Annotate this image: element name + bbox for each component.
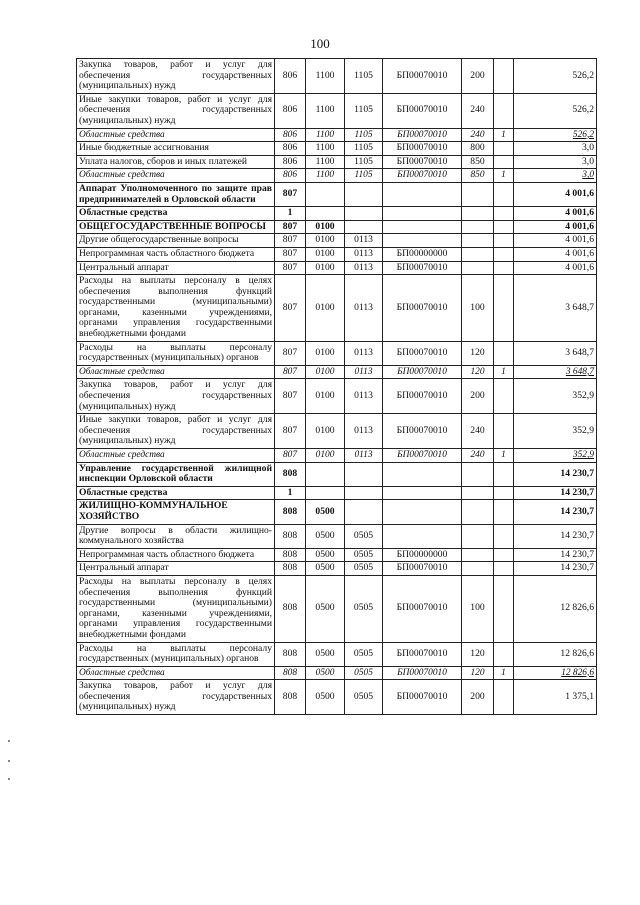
target-item-code-cell: БП00070010 [383,365,462,379]
target-item-code-cell: БП00070010 [383,449,462,463]
row-name-cell: Иные закупки товаров, работ и услуг для обеспечения государственных (муниципальных) нужд [77,414,275,449]
funding-source-cell [494,220,514,234]
table-row [77,462,597,486]
funding-source-cell [494,562,514,576]
target-item-code-cell [383,207,462,221]
department-code-cell: 807 [275,247,306,261]
scan-edge-mark [8,760,10,762]
target-item-code-cell: БП00070010 [383,275,462,342]
row-name-cell: Областные средства [77,128,275,142]
expense-type-code-cell [462,220,494,234]
section-code-cell: 0100 [306,247,345,261]
target-item-code-cell: БП00070010 [383,414,462,449]
row-name-cell: Уплата налогов, сборов и иных платежей [77,155,275,169]
subsection-code-cell: 1105 [345,128,383,142]
subsection-code-cell: 0113 [345,365,383,379]
expense-type-code-cell: 200 [462,379,494,414]
target-item-code-cell: БП00070010 [383,155,462,169]
department-code-cell: 808 [275,642,306,666]
expense-type-code-cell: 850 [462,169,494,183]
amount-cell: 1 375,1 [514,680,597,715]
subsection-code-cell: 0113 [345,414,383,449]
row-name-cell: Управление государственной жилищной инспекции Орловской области [77,462,275,486]
department-code-cell: 806 [275,128,306,142]
expense-type-code-cell: 200 [462,59,494,94]
subsection-code-cell: 0505 [345,680,383,715]
table-row [77,59,597,94]
table-row [77,341,597,365]
row-name-cell: Расходы на выплаты персоналу государственных (муниципальных) органов [77,341,275,365]
table-row [77,642,597,666]
target-item-code-cell [383,462,462,486]
funding-source-cell: 1 [494,666,514,680]
amount-cell: 12 826,6 [514,666,597,680]
target-item-code-cell: БП00070010 [383,128,462,142]
section-code-cell: 1100 [306,155,345,169]
target-item-code-cell: БП00070010 [383,93,462,128]
funding-source-cell: 1 [494,365,514,379]
expense-type-code-cell [462,524,494,548]
row-name-cell: Областные средства [77,169,275,183]
amount-cell: 526,2 [514,59,597,94]
target-item-code-cell [383,486,462,500]
target-item-code-cell: БП00070010 [383,341,462,365]
target-item-code-cell: БП00070010 [383,575,462,642]
row-name-cell: ЖИЛИЩНО-КОММУНАЛЬНОЕ ХОЗЯЙСТВО [77,500,275,524]
table-row [77,524,597,548]
target-item-code-cell [383,182,462,206]
subsection-code-cell: 1105 [345,59,383,94]
table-row [77,247,597,261]
target-item-code-cell: БП00070010 [383,59,462,94]
department-code-cell: 806 [275,155,306,169]
table-row [77,93,597,128]
department-code-cell: 808 [275,680,306,715]
amount-cell: 526,2 [514,128,597,142]
table-row [77,379,597,414]
subsection-code-cell: 0113 [345,449,383,463]
funding-source-cell [494,642,514,666]
expense-type-code-cell [462,182,494,206]
amount-cell: 3 648,7 [514,341,597,365]
funding-source-cell [494,462,514,486]
subsection-code-cell: 1105 [345,169,383,183]
amount-cell: 3,0 [514,155,597,169]
target-item-code-cell: БП00070010 [383,642,462,666]
scan-edge-mark [8,740,10,742]
row-name-cell: Закупка товаров, работ и услуг для обеспечения государственных (муниципальных) нужд [77,680,275,715]
amount-cell: 352,9 [514,379,597,414]
expense-type-code-cell [462,261,494,275]
section-code-cell: 0100 [306,341,345,365]
section-code-cell: 1100 [306,128,345,142]
funding-source-cell [494,182,514,206]
funding-source-cell [494,93,514,128]
subsection-code-cell [345,182,383,206]
target-item-code-cell [383,500,462,524]
funding-source-cell [494,341,514,365]
expense-type-code-cell [462,207,494,221]
funding-source-cell: 1 [494,169,514,183]
row-name-cell: Закупка товаров, работ и услуг для обеспечения государственных (муниципальных) нужд [77,379,275,414]
row-name-cell: Другие вопросы в области жилищно-коммунального хозяйства [77,524,275,548]
amount-cell: 352,9 [514,449,597,463]
row-name-cell: Иные закупки товаров, работ и услуг для обеспечения государственных (муниципальных) нужд [77,93,275,128]
amount-cell: 4 001,6 [514,182,597,206]
table-row [77,234,597,248]
department-code-cell: 806 [275,93,306,128]
section-code-cell: 0500 [306,548,345,562]
target-item-code-cell: БП00070010 [383,379,462,414]
subsection-code-cell: 0505 [345,548,383,562]
funding-source-cell [494,524,514,548]
funding-source-cell [494,247,514,261]
department-code-cell: 808 [275,462,306,486]
expense-type-code-cell [462,247,494,261]
table-row [77,128,597,142]
section-code-cell: 0100 [306,414,345,449]
subsection-code-cell [345,486,383,500]
section-code-cell: 0100 [306,234,345,248]
row-name-cell: Расходы на выплаты персоналу в целях обеспечения выполнения функций государственными (муниципальными) органами, казенными учреждениями, органами управления государственными внебюджетными фондами [77,275,275,342]
subsection-code-cell: 0113 [345,341,383,365]
subsection-code-cell: 0113 [345,247,383,261]
funding-source-cell [494,379,514,414]
target-item-code-cell: БП00070010 [383,562,462,576]
expense-type-code-cell: 850 [462,155,494,169]
row-name-cell: Областные средства [77,666,275,680]
funding-source-cell: 1 [494,128,514,142]
amount-cell: 14 230,7 [514,524,597,548]
amount-cell: 14 230,7 [514,548,597,562]
subsection-code-cell: 0113 [345,234,383,248]
table-row [77,680,597,715]
expense-type-code-cell: 800 [462,142,494,156]
amount-cell: 4 001,6 [514,207,597,221]
section-code-cell: 0500 [306,642,345,666]
expense-type-code-cell: 240 [462,449,494,463]
subsection-code-cell: 0113 [345,261,383,275]
table-row [77,486,597,500]
subsection-code-cell: 1105 [345,93,383,128]
funding-source-cell [494,414,514,449]
subsection-code-cell [345,500,383,524]
page-number: 100 [310,36,330,51]
department-code-cell: 808 [275,575,306,642]
department-code-cell: 807 [275,220,306,234]
target-item-code-cell: БП00070010 [383,261,462,275]
department-code-cell: 807 [275,234,306,248]
row-name-cell: Непрограммная часть областного бюджета [77,548,275,562]
amount-cell: 4 001,6 [514,247,597,261]
department-code-cell: 808 [275,666,306,680]
department-code-cell: 808 [275,562,306,576]
amount-cell: 14 230,7 [514,562,597,576]
row-name-cell: Закупка товаров, работ и услуг для обеспечения государственных (муниципальных) нужд [77,59,275,94]
row-name-cell: Областные средства [77,449,275,463]
target-item-code-cell [383,220,462,234]
expense-type-code-cell [462,500,494,524]
subsection-code-cell: 0113 [345,379,383,414]
subsection-code-cell: 0505 [345,575,383,642]
amount-cell: 3,0 [514,142,597,156]
amount-cell: 4 001,6 [514,261,597,275]
subsection-code-cell [345,207,383,221]
row-name-cell: Центральный аппарат [77,562,275,576]
funding-source-cell [494,275,514,342]
subsection-code-cell: 1105 [345,142,383,156]
row-name-cell: Центральный аппарат [77,261,275,275]
expense-type-code-cell: 120 [462,365,494,379]
section-code-cell [306,462,345,486]
department-code-cell: 1 [275,486,306,500]
target-item-code-cell: БП00000000 [383,548,462,562]
section-code-cell: 0100 [306,275,345,342]
section-code-cell: 0100 [306,261,345,275]
table-row [77,182,597,206]
section-code-cell: 0500 [306,575,345,642]
table-row [77,575,597,642]
section-code-cell: 0100 [306,220,345,234]
amount-cell: 3 648,7 [514,365,597,379]
row-name-cell: Непрограммная часть областного бюджета [77,247,275,261]
table-row [77,155,597,169]
funding-source-cell [494,155,514,169]
row-name-cell: Иные бюджетные ассигнования [77,142,275,156]
department-code-cell: 807 [275,449,306,463]
table-row [77,169,597,183]
funding-source-cell [494,680,514,715]
section-code-cell: 0100 [306,449,345,463]
expense-type-code-cell [462,548,494,562]
table-row [77,449,597,463]
section-code-cell: 0500 [306,666,345,680]
funding-source-cell [494,548,514,562]
expense-type-code-cell: 120 [462,341,494,365]
budget-table-body [77,59,597,715]
section-code-cell: 0500 [306,562,345,576]
row-name-cell: Областные средства [77,365,275,379]
subsection-code-cell: 1105 [345,155,383,169]
section-code-cell: 1100 [306,59,345,94]
row-name-cell: Расходы на выплаты персоналу в целях обеспечения выполнения функций государственными (муниципальными) органами, казенными учреждениями, органами управления государственными внебюджетными фондами [77,575,275,642]
section-code-cell: 0500 [306,680,345,715]
subsection-code-cell: 0113 [345,275,383,342]
department-code-cell: 807 [275,261,306,275]
target-item-code-cell: БП00000000 [383,247,462,261]
table-row [77,220,597,234]
department-code-cell: 806 [275,169,306,183]
section-code-cell: 1100 [306,142,345,156]
section-code-cell [306,182,345,206]
section-code-cell: 0100 [306,379,345,414]
subsection-code-cell: 0505 [345,642,383,666]
expense-type-code-cell [462,462,494,486]
table-row [77,142,597,156]
target-item-code-cell: БП00070010 [383,169,462,183]
row-name-cell: Аппарат Уполномоченного по защите прав предпринимателей в Орловской области [77,182,275,206]
target-item-code-cell [383,234,462,248]
target-item-code-cell: БП00070010 [383,680,462,715]
row-name-cell: Областные средства [77,486,275,500]
expense-type-code-cell [462,562,494,576]
subsection-code-cell: 0505 [345,524,383,548]
expense-type-code-cell: 100 [462,575,494,642]
expense-type-code-cell: 240 [462,93,494,128]
amount-cell: 4 001,6 [514,220,597,234]
department-code-cell: 807 [275,414,306,449]
amount-cell: 14 230,7 [514,462,597,486]
department-code-cell: 806 [275,142,306,156]
amount-cell: 4 001,6 [514,234,597,248]
amount-cell: 3 648,7 [514,275,597,342]
scan-edge-mark [8,778,10,780]
section-code-cell: 0500 [306,524,345,548]
section-code-cell [306,207,345,221]
department-code-cell: 807 [275,182,306,206]
expense-type-code-cell: 240 [462,128,494,142]
table-row [77,500,597,524]
subsection-code-cell [345,462,383,486]
table-row [77,261,597,275]
department-code-cell: 807 [275,365,306,379]
amount-cell: 14 230,7 [514,500,597,524]
subsection-code-cell: 0505 [345,666,383,680]
funding-source-cell [494,207,514,221]
department-code-cell: 807 [275,341,306,365]
table-row [77,548,597,562]
row-name-cell: Областные средства [77,207,275,221]
expense-type-code-cell: 200 [462,680,494,715]
department-code-cell: 808 [275,500,306,524]
expense-type-code-cell: 100 [462,275,494,342]
table-row [77,414,597,449]
subsection-code-cell: 0505 [345,562,383,576]
funding-source-cell [494,575,514,642]
target-item-code-cell [383,524,462,548]
section-code-cell [306,486,345,500]
department-code-cell: 1 [275,207,306,221]
expense-type-code-cell: 120 [462,666,494,680]
amount-cell: 12 826,6 [514,642,597,666]
expense-type-code-cell: 120 [462,642,494,666]
department-code-cell: 806 [275,59,306,94]
table-row [77,562,597,576]
department-code-cell: 807 [275,275,306,342]
department-code-cell: 808 [275,548,306,562]
funding-source-cell [494,486,514,500]
row-name-cell: ОБЩЕГОСУДАРСТВЕННЫЕ ВОПРОСЫ [77,220,275,234]
table-row [77,365,597,379]
section-code-cell: 1100 [306,93,345,128]
amount-cell: 12 826,6 [514,575,597,642]
row-name-cell: Расходы на выплаты персоналу государственных (муниципальных) органов [77,642,275,666]
funding-source-cell [494,59,514,94]
funding-source-cell: 1 [494,449,514,463]
funding-source-cell [494,500,514,524]
table-row [77,275,597,342]
expense-type-code-cell: 240 [462,414,494,449]
section-code-cell: 1100 [306,169,345,183]
amount-cell: 3,0 [514,169,597,183]
section-code-cell: 0500 [306,500,345,524]
expense-type-code-cell [462,486,494,500]
row-name-cell: Другие общегосударственные вопросы [77,234,275,248]
amount-cell: 352,9 [514,414,597,449]
funding-source-cell [494,234,514,248]
budget-table [76,58,597,715]
department-code-cell: 808 [275,524,306,548]
section-code-cell: 0100 [306,365,345,379]
funding-source-cell [494,261,514,275]
department-code-cell: 807 [275,379,306,414]
table-row [77,207,597,221]
amount-cell: 14 230,7 [514,486,597,500]
amount-cell: 526,2 [514,93,597,128]
target-item-code-cell: БП00070010 [383,666,462,680]
subsection-code-cell [345,220,383,234]
target-item-code-cell: БП00070010 [383,142,462,156]
expense-type-code-cell [462,234,494,248]
table-row [77,666,597,680]
funding-source-cell [494,142,514,156]
